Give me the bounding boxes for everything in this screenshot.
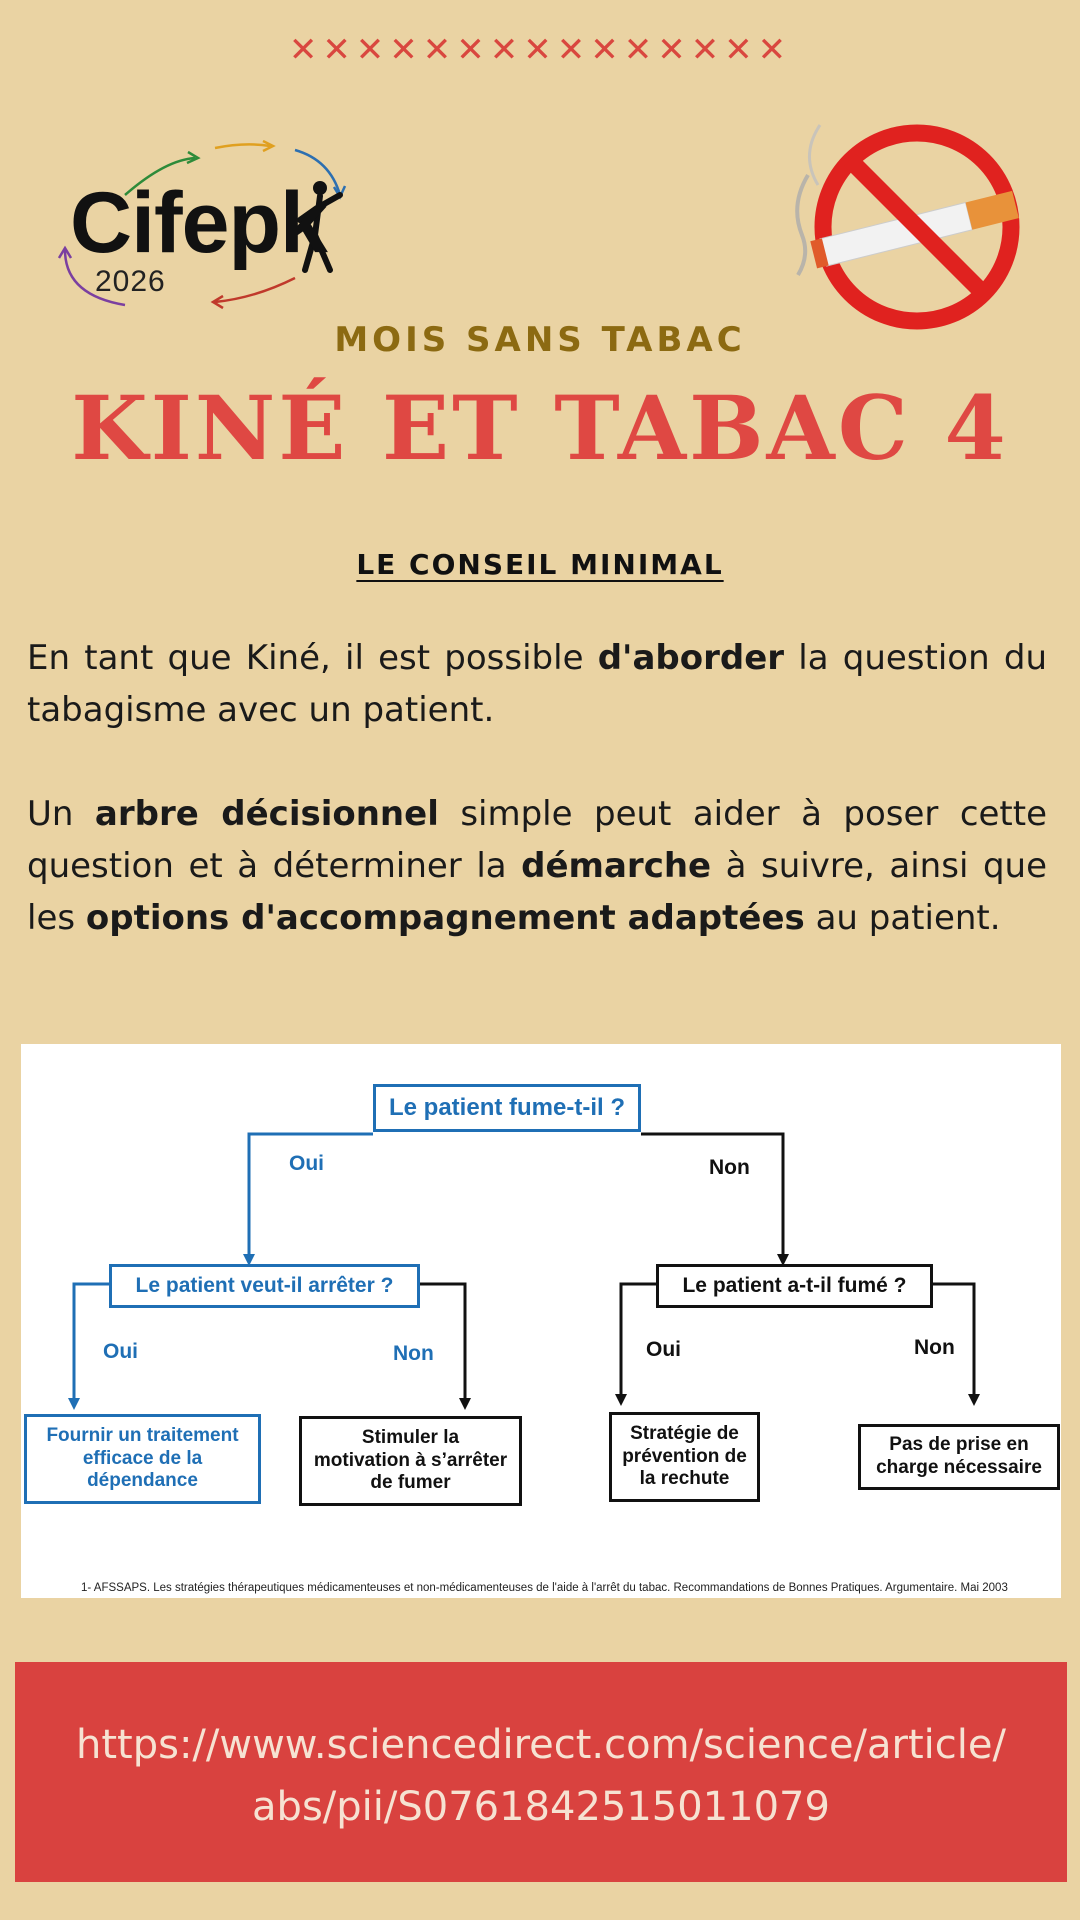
node-treat-dependence: Fournir un traitement efficace de la dépendance	[24, 1414, 261, 1504]
text: à suivre, ainsi que les	[27, 846, 1047, 938]
node-smokes-question: Le patient fume-t-il ?	[373, 1084, 641, 1132]
logo-year: 2026	[95, 265, 166, 298]
text: Un	[27, 794, 95, 834]
edge-label-yes: Oui	[103, 1340, 138, 1363]
intro-paragraph	[27, 632, 1047, 736]
citation: 1- AFSSAPS. Les stratégies thérapeutiques médicamenteuses et non-médicamenteuses de l'aide à l'arrêt du tabac. Recommandations de Bonnes Pratiques. Argumentaire. Mai 2003	[81, 1582, 1008, 1594]
node-has-smoked-question: Le patient a-t-il fumé ?	[656, 1264, 933, 1308]
node-wants-to-quit-question: Le patient veut-il arrêter ?	[109, 1264, 420, 1308]
text: au patient.	[804, 898, 1001, 938]
node-stimulate-motivation: Stimuler la motivation à s’arrêter de fumer	[299, 1416, 522, 1506]
subtitle: MOIS SANS TABAC	[334, 320, 746, 360]
no-smoking-icon	[780, 115, 1030, 335]
decision-tree-diagram	[21, 1044, 1061, 1598]
decision-tree-paragraph	[27, 788, 1047, 944]
emphasis: d'aborder	[597, 638, 785, 678]
edge-label-yes: Oui	[289, 1152, 324, 1175]
node-relapse-prevention: Stratégie de prévention de la rechute	[609, 1412, 760, 1502]
link-line-1[interactable]: https://www.sciencedirect.com/science/article/	[76, 1722, 1006, 1768]
edge-label-yes: Oui	[646, 1338, 681, 1361]
edge-label-no: Non	[914, 1336, 955, 1359]
text: la question du tabagisme avec un patient.	[27, 638, 1047, 730]
reference-link-banner	[15, 1662, 1067, 1882]
reference-link[interactable]	[15, 1714, 1067, 1838]
text: En tant que Kiné, il est possible	[27, 638, 598, 678]
logo-wordmark: Cifepk	[70, 175, 327, 271]
section-title: LE CONSEIL MINIMAL	[356, 548, 724, 581]
edge-label-no: Non	[709, 1156, 750, 1179]
node-no-care-needed: Pas de prise en charge nécessaire	[858, 1424, 1060, 1490]
emphasis: arbre décisionnel	[94, 794, 439, 834]
emphasis: démarche	[521, 846, 712, 886]
link-line-2[interactable]: abs/pii/S0761842515011079	[252, 1784, 830, 1830]
decorative-crosses: ✕✕✕✕✕✕✕✕✕✕✕✕✕✕✕	[288, 30, 792, 70]
text: simple peut aider à poser cette question et à déterminer la	[27, 794, 1048, 886]
edge-label-no: Non	[393, 1342, 434, 1365]
cifepk-logo	[55, 140, 365, 315]
emphasis: options d'accompagnement adaptées	[85, 898, 805, 938]
page-title: KINÉ ET TABAC 4	[71, 376, 1009, 480]
